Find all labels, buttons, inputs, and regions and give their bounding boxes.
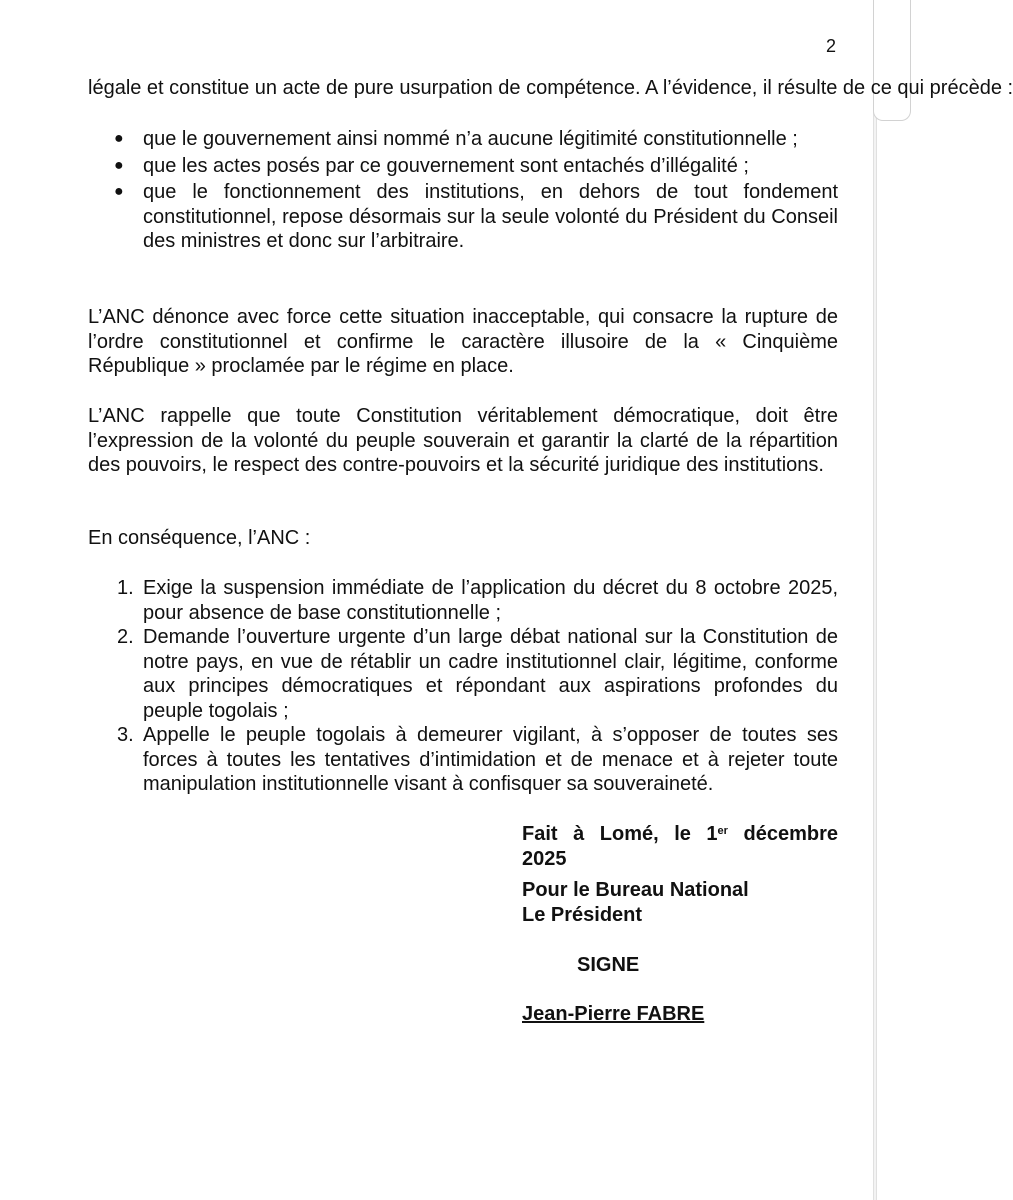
list-item bbox=[88, 127, 838, 152]
paragraph-denunciation: L’ANC dénonce avec force cette situation inacceptable, qui consacre la rupture de l’ordre constitutionnel et confirme le caractère illusoire de la « Cinquième République » proclamée par le régime en place. bbox=[88, 306, 838, 377]
page-number: 2 bbox=[826, 36, 837, 56]
signature-bureau: Pour le Bureau National bbox=[522, 879, 749, 901]
signature-date bbox=[522, 822, 838, 871]
consequences-list bbox=[88, 127, 838, 256]
vertical-scrollbar[interactable] bbox=[869, 0, 913, 1200]
scrollbar-thumb[interactable] bbox=[873, 0, 911, 121]
list-item-text: que le gouvernement ainsi nommé n’a aucune légitimité constitutionnelle ; bbox=[143, 128, 798, 150]
bullet-icon: ● bbox=[114, 156, 124, 174]
paragraph-consequence: En conséquence, l’ANC : bbox=[88, 527, 311, 549]
signature-signed: SIGNE bbox=[577, 954, 640, 976]
list-number: 3. bbox=[117, 724, 134, 746]
list-number: 1. bbox=[117, 577, 134, 599]
list-item bbox=[88, 576, 838, 625]
signatory-name: Jean-Pierre FABRE bbox=[522, 1003, 705, 1025]
bullet-icon: ● bbox=[114, 183, 124, 200]
date-rest: décembre 2025 bbox=[522, 823, 838, 870]
scrollbar-track[interactable] bbox=[873, 0, 877, 1200]
signature-role: Le Président bbox=[522, 904, 643, 926]
intro-line: légale et constitue un acte de pure usurpation de compétence. A l’évidence, il résulte de ce qui précède : bbox=[88, 77, 1013, 99]
list-number: 2. bbox=[117, 626, 134, 648]
list-item-text: Exige la suspension immédiate de l’application du décret du 8 octobre 2025, pour absence de base constitutionnelle ; bbox=[143, 577, 838, 624]
list-item-text: Demande l’ouverture urgente d’un large débat national sur la Constitution de notre pays, en vue de rétablir un cadre institutionnel clair, légitime, conforme aux principes démocratiques et répondant aux aspirations profondes du peuple togolais ; bbox=[143, 626, 838, 722]
list-item bbox=[88, 625, 838, 723]
bullet-icon: ● bbox=[114, 130, 124, 147]
date-prefix: Fait à Lomé, le 1 bbox=[522, 823, 718, 845]
paragraph-constitution: L’ANC rappelle que toute Constitution véritablement démocratique, doit être l’expression de la volonté du peuple souverain et garantir la clarté de la répartition des pouvoirs, le respect des contre-pouvoirs et la sécurité juridique des institutions. bbox=[88, 405, 838, 476]
list-item-text: que les actes posés par ce gouvernement sont entachés d’illégalité ; bbox=[143, 154, 749, 177]
date-ordinal: er bbox=[717, 825, 728, 837]
list-item bbox=[88, 723, 838, 797]
demands-list bbox=[88, 576, 838, 797]
list-item-text: Appelle le peuple togolais à demeurer vigilant, à s’opposer de toutes ses forces à toutes les tentatives d’intimidation et de menace et à rejeter toute manipulation institutionnelle visant à confisquer sa souveraineté. bbox=[143, 724, 838, 795]
list-item-text: que le fonctionnement des institutions, en dehors de tout fondement constitutionnel, repose désormais sur la seule volonté du Président du Conseil des ministres et donc sur l’arbitraire. bbox=[143, 181, 838, 252]
list-item bbox=[88, 180, 838, 254]
list-item bbox=[88, 154, 838, 179]
